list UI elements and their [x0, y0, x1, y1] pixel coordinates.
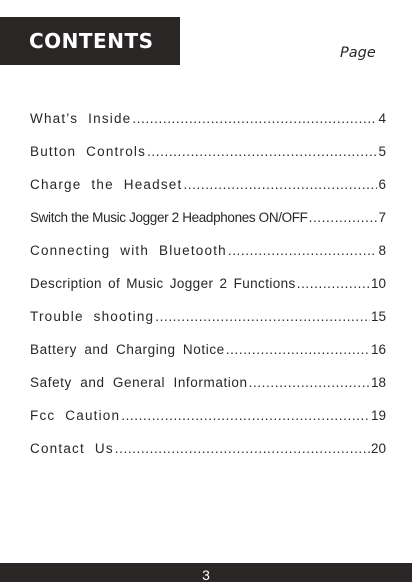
footer-page-number: 3: [202, 567, 210, 582]
toc-entry-page: 15: [370, 309, 386, 324]
toc-entry-title: What’s Inside: [30, 111, 132, 126]
toc-entry-title: Switch the Music Jogger 2 Headphones ON/OFF: [30, 210, 308, 225]
toc-entry-page: 6: [378, 177, 386, 192]
table-of-contents: [30, 111, 386, 474]
toc-entry-contact-us[interactable]: [30, 441, 386, 474]
toc-entry-page: 5: [378, 144, 386, 159]
contents-header-banner: [0, 17, 180, 65]
toc-entry-switch-on-off[interactable]: [30, 210, 386, 243]
toc-entry-title: Charge the Headset: [30, 177, 183, 192]
contents-title: CONTENTS: [29, 29, 154, 53]
toc-dot-leader: [121, 408, 370, 423]
toc-entry-trouble-shooting[interactable]: [30, 309, 386, 342]
toc-dot-leader: [226, 342, 370, 357]
toc-entry-title: Contact Us: [30, 441, 114, 456]
toc-dot-leader: [155, 309, 370, 324]
toc-entry-title: Button Controls: [30, 144, 147, 159]
toc-entry-page: 8: [378, 243, 386, 258]
toc-entry-title: Battery and Charging Notice: [30, 342, 225, 357]
toc-dot-leader: [228, 243, 378, 258]
toc-entry-page: 7: [378, 210, 386, 225]
toc-dot-leader: [183, 177, 377, 192]
toc-entry-safety-general-information[interactable]: [30, 375, 386, 408]
toc-entry-title: Description of Music Jogger 2 Functions: [30, 276, 296, 291]
toc-dot-leader: [309, 210, 378, 225]
toc-entry-button-controls[interactable]: [30, 144, 386, 177]
toc-dot-leader: [132, 111, 377, 126]
footer-bar: [0, 563, 412, 582]
toc-dot-leader: [249, 375, 370, 390]
toc-entry-title: Safety and General Information: [30, 375, 248, 390]
toc-entry-page: 20: [370, 441, 386, 456]
toc-entry-fcc-caution[interactable]: [30, 408, 386, 441]
toc-entry-page: 19: [370, 408, 386, 423]
toc-entry-title: Fcc Caution: [30, 408, 121, 423]
page-column-label: Page: [340, 45, 376, 61]
toc-entry-battery-charging-notice[interactable]: [30, 342, 386, 375]
toc-entry-whats-inside[interactable]: [30, 111, 386, 144]
toc-dot-leader: [115, 441, 370, 456]
toc-entry-charge-the-headset[interactable]: [30, 177, 386, 210]
toc-dot-leader: [297, 276, 370, 291]
toc-entry-connecting-bluetooth[interactable]: [30, 243, 386, 276]
toc-entry-page: 10: [370, 276, 386, 291]
toc-entry-page: 16: [370, 342, 386, 357]
toc-entry-page: 4: [378, 111, 386, 126]
toc-entry-functions-description[interactable]: [30, 276, 386, 309]
toc-entry-title: Trouble shooting: [30, 309, 155, 324]
toc-dot-leader: [147, 144, 377, 159]
toc-entry-title: Connecting with Bluetooth: [30, 243, 227, 258]
toc-entry-page: 18: [370, 375, 386, 390]
